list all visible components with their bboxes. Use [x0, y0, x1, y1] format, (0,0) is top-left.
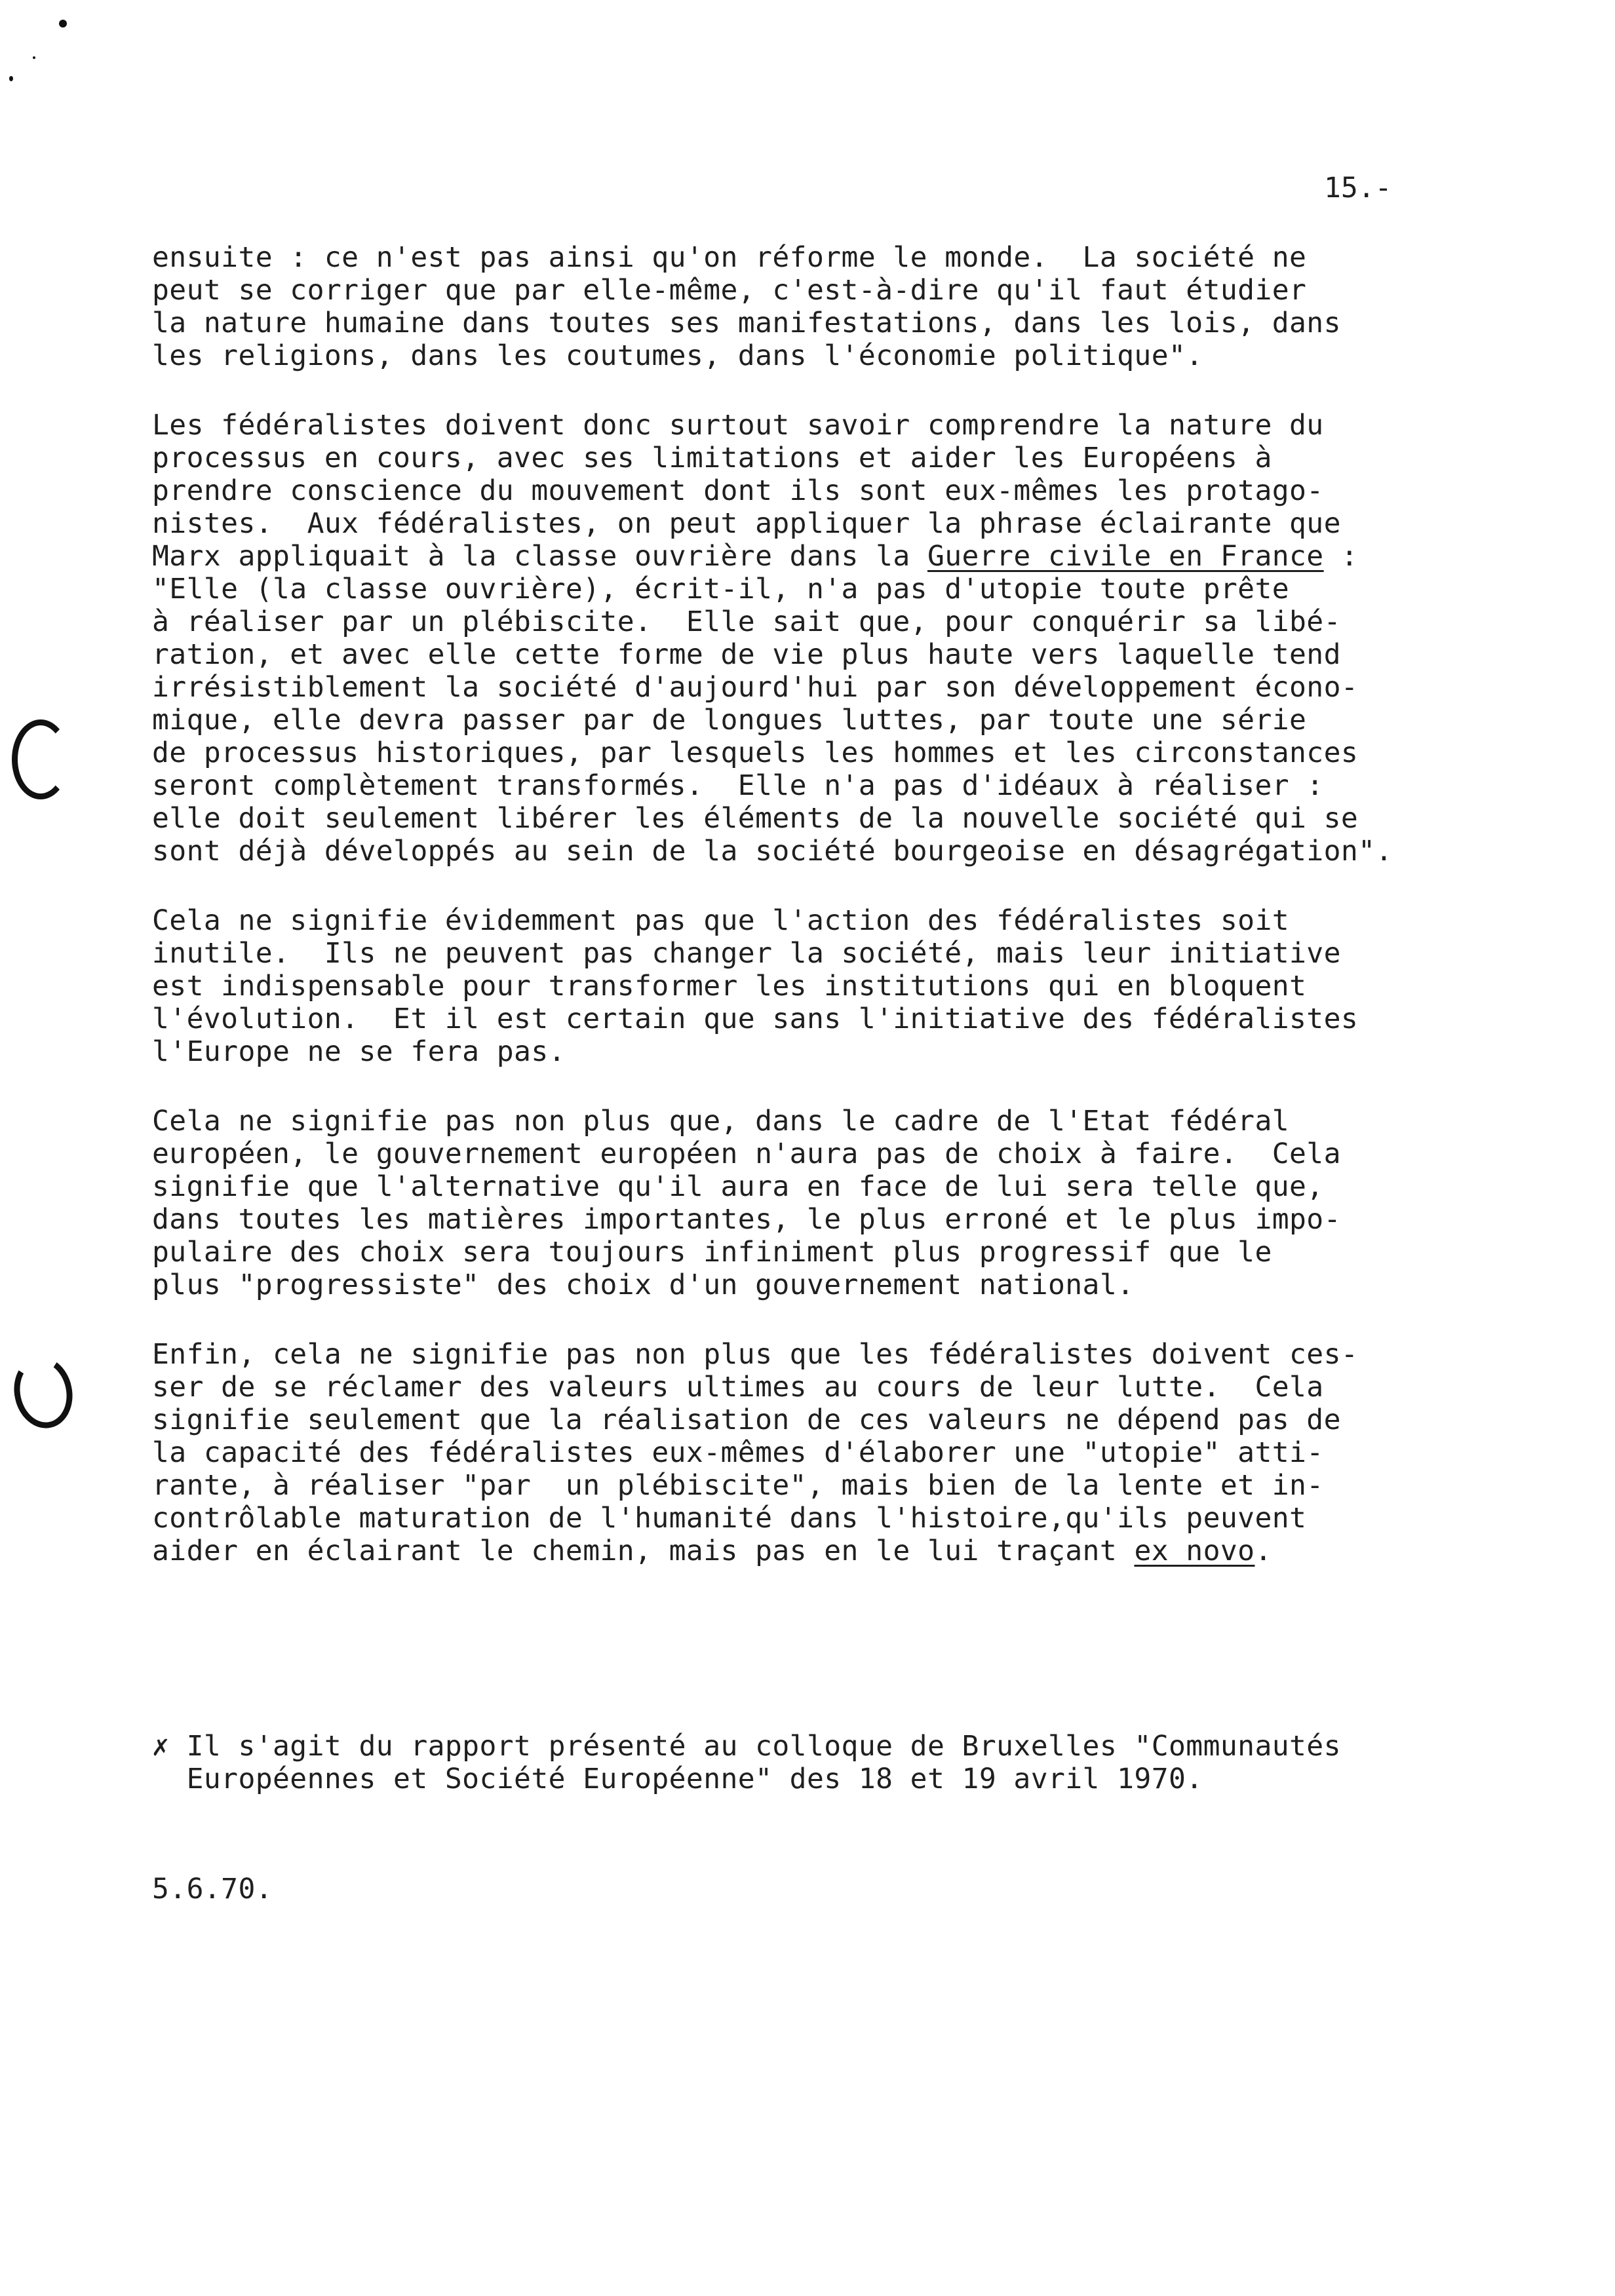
text-segment: :	[1323, 540, 1359, 573]
quote-line: "Elle (la classe ouvrière), écrit-il, n'a pas d'utopie toute prête	[152, 573, 1290, 605]
text-line: rante, à réaliser "par un plébiscite", mais bien de la lente et in-	[152, 1469, 1324, 1502]
scan-speck	[33, 56, 35, 59]
quote-line: irrésistiblement la société d'aujourd'hui par son développement écono-	[152, 671, 1359, 704]
text-line	[152, 540, 1358, 573]
text-segment: Marx appliquait à la classe ouvrière dans la	[152, 540, 927, 573]
footnote-line: ✗ Il s'agit du rapport présenté au colloque de Bruxelles "Communautés	[152, 1730, 1341, 1763]
scan-speck	[59, 20, 67, 28]
quote-line: de processus historiques, par lesquels les hommes et les circonstances	[152, 737, 1359, 769]
text-line: contrôlable maturation de l'humanité dans l'histoire,qu'ils peuvent	[152, 1502, 1307, 1535]
text-segment: aider en éclairant le chemin, mais pas en le lui traçant	[152, 1535, 1135, 1567]
scan-speck	[9, 76, 13, 81]
text-line: ensuite : ce n'est pas ainsi qu'on réforme le monde. La société ne	[152, 241, 1307, 274]
text-line: Les fédéralistes doivent donc surtout savoir comprendre la nature du	[152, 409, 1324, 442]
footnote-line: Européennes et Société Européenne" des 18 et 19 avril 1970.	[152, 1763, 1203, 1795]
quote-line: mique, elle devra passer par de longues luttes, par toute une série	[152, 704, 1307, 737]
quote-line: elle doit seulement libérer les éléments de la nouvelle société qui se	[152, 802, 1359, 835]
text-line: nistes. Aux fédéralistes, on peut appliquer la phrase éclairante que	[152, 507, 1341, 540]
text-line: la nature humaine dans toutes ses manifestations, dans les lois, dans	[152, 307, 1341, 339]
text-line: la capacité des fédéralistes eux-mêmes d'élaborer une "utopie" atti-	[152, 1436, 1324, 1469]
quote-line: sont déjà développés au sein de la société bourgeoise en désagrégation".	[152, 835, 1393, 868]
text-line: plus "progressiste" des choix d'un gouvernement national.	[152, 1269, 1135, 1301]
text-line: les religions, dans les coutumes, dans l'économie politique".	[152, 339, 1203, 372]
latin-phrase: ex novo	[1134, 1535, 1255, 1567]
page-number: 15.-	[1324, 172, 1392, 204]
text-segment: .	[1255, 1535, 1272, 1567]
punch-hole-mark	[8, 1351, 79, 1434]
book-title: Guerre civile en France	[927, 540, 1324, 573]
text-line: est indispensable pour transformer les institutions qui en bloquent	[152, 970, 1307, 1003]
text-line: européen, le gouvernement européen n'aura pas de choix à faire. Cela	[152, 1138, 1341, 1170]
quote-line: à réaliser par un plébiscite. Elle sait que, pour conquérir sa libé-	[152, 605, 1341, 638]
text-line: prendre conscience du mouvement dont ils sont eux-mêmes les protago-	[152, 474, 1324, 507]
text-line: peut se corriger que par elle-même, c'est-à-dire qu'il faut étudier	[152, 274, 1307, 307]
punch-hole-mark	[12, 719, 69, 799]
text-line: Enfin, cela ne signifie pas non plus que les fédéralistes doivent ces-	[152, 1338, 1359, 1371]
quote-line: seront complètement transformés. Elle n'a pas d'idéaux à réaliser :	[152, 769, 1324, 802]
text-line: dans toutes les matières importantes, le plus erroné et le plus impo-	[152, 1203, 1341, 1236]
text-line	[152, 1535, 1272, 1567]
text-line: ser de se réclamer des valeurs ultimes au cours de leur lutte. Cela	[152, 1371, 1324, 1404]
text-line: signifie que l'alternative qu'il aura en face de lui sera telle que,	[152, 1170, 1324, 1203]
quote-line: ration, et avec elle cette forme de vie plus haute vers laquelle tend	[152, 638, 1341, 671]
text-line: Cela ne signifie évidemment pas que l'action des fédéralistes soit	[152, 904, 1290, 937]
text-line: signifie seulement que la réalisation de ces valeurs ne dépend pas de	[152, 1404, 1341, 1436]
text-line: Cela ne signifie pas non plus que, dans le cadre de l'Etat fédéral	[152, 1105, 1290, 1138]
text-line: inutile. Ils ne peuvent pas changer la société, mais leur initiative	[152, 937, 1341, 970]
document-date: 5.6.70.	[152, 1873, 273, 1905]
text-line: pulaire des choix sera toujours infiniment plus progressif que le	[152, 1236, 1272, 1269]
text-line: l'évolution. Et il est certain que sans l'initiative des fédéralistes	[152, 1003, 1359, 1035]
text-line: l'Europe ne se fera pas.	[152, 1035, 566, 1068]
text-line: processus en cours, avec ses limitations et aider les Européens à	[152, 442, 1272, 474]
